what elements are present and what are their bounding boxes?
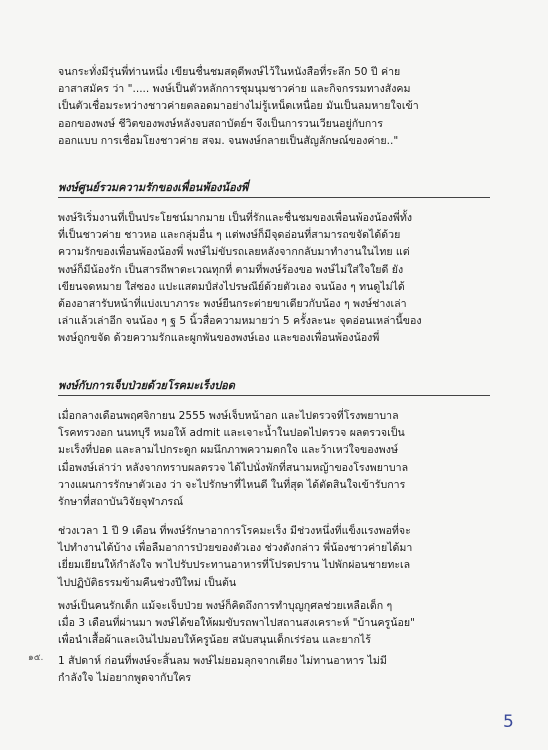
text-line: โรคทรวงอก นนทบุรี หมอให้ admit และเจาะน้ำในปอดไปตรวจ ผลตรวจเป็น (58, 427, 405, 440)
text-line: เพื่อนำเสื้อผ้าและเงินไปมอบให้ครูน้อย สนับสนุนเด็กเร่ร่อน และยากไร้ (58, 634, 371, 647)
paragraph-tribute-quote (58, 64, 490, 150)
text-line: ออกแบบ การเชื่อมโยงชาวค่าย สจม. จนพงษ์กลายเป็นสัญลักษณ์ของค่าย.." (58, 134, 399, 147)
text-line: ไปทำงานได้บ้าง เพื่อลืมอาการป่วยของตัวเอง ช่วงดังกล่าว พี่น้องชาวค่ายได้มา (58, 542, 413, 555)
page-number: 5 (503, 712, 514, 732)
heading-underline (58, 395, 490, 396)
text-line: ช่วงเวลา 1 ปี 9 เดือน ที่พงษ์รักษาอาการโรคมะเร็ง มีช่วงหนึ่งที่แข็งแรงพอที่จะ (58, 525, 411, 537)
text-line: เล่าแล้วเล่าอีก จนน้อง ๆ ฐ 5 นิ้วสื่อความหมายว่า 5 ครั้งละนะ จุดอ่อนเหล่านี้ของ (58, 315, 422, 328)
text-line: ออกของพงษ์ ชีวิตของพงษ์หลังจบสถาบัตย์ฯ จึงเป็นการวนเวียนอยู่กับการ (58, 117, 383, 130)
paragraph-final-week (58, 653, 490, 687)
text-line: จนกระทั่งมีรุ่นพี่ท่านหนึ่ง เขียนชื่นชมสดุดีพงษ์ไว้ในหนังสือที่ระลึก 50 ปี ค่าย (58, 66, 401, 78)
text-line: พงษ์เป็นคนรักเด็ก แม้จะเจ็บป่วย พงษ์ก็คิดถึงการทำบุญกุศลช่วยเหลือเด็ก ๆ (58, 600, 393, 612)
text-line: เป็นตัวเชื่อมระหว่างชาวค่ายตลอดมาอย่างไม่รู้เหน็ดเหนื่อย มันเป็นลมหายใจเข้า (58, 100, 419, 113)
text-line: ต้องอาสารับหน้าที่แบ่งเบาภาระ พงษ์ยืนกระต่ายขาเดียวกับน้อง ๆ พงษ์ช่างเล่า (58, 298, 407, 311)
text-line: ความรักของเพื่อนพ้องน้องพี่ พงษ์ไม่ขับรถเลยหลังจากกลับมาทำงานในไทย แต่ (58, 246, 410, 259)
text-line: อาสาสมัคร ว่า "..... พงษ์เป็นตัวหลักการชุมนุมชาวค่าย และกิจกรรมทางสังคม (58, 83, 411, 96)
text-line: พงษ์ริเริ่มงานที่เป็นประโยชน์มากมาย เป็นที่รักและชื่นชมของเพื่อนพ้องน้องพี่ทั้ง (58, 212, 413, 224)
text-line: กำลังใจ ไม่อยากพูดจากับใคร (58, 672, 192, 685)
paragraph-friends (58, 210, 490, 348)
text-line: ไปปฏิบัติธรรมข้ามคืนช่วงปีใหม่ เป็นต้น (58, 576, 237, 589)
text-line: พงษ์ก็มีน้องรัก เป็นสารถีพาตะเวณทุกที่ ตามที่พงษ์ร้องขอ พงษ์ไม่ใส่ใจใยดี ยัง (58, 263, 404, 276)
text-line: ที่เป็นชาวค่าย ชาวหอ และกลุ่มอื่น ๆ แต่พงษ์ก็มีจุดอ่อนที่สามารถขจัดได้ด้วย (58, 229, 401, 242)
section-heading-illness: พงษ์กับการเจ็บป่วยด้วยโรคมะเร็งปอด (58, 379, 235, 392)
text-line: เมื่อกลางเดือนพฤศจิกายน 2555 พงษ์เจ็บหน้าอก และไปตรวจที่โรงพยาบาล (58, 410, 399, 422)
paragraph-treatment-period (58, 523, 490, 592)
text-line: มะเร็งที่ปอด และลามไปกระดูก ผมนึกภาพความตกใจ และว้าเหว่ใจของพงษ์ (58, 444, 398, 457)
text-line: เขียนจดหมาย ใส่ซอง แปะแสตมป์ส่งไปรษณีย์ด้วยตัวเอง จนน้อง ๆ ทนดูไม่ได้ (58, 280, 405, 293)
text-line: เยี่ยมเยียนให้กำลังใจ พาไปรับประทานอาหารที่โปรดปราน ไปพักผ่อนชายทะเล (58, 559, 411, 572)
section-heading-friends: พงษ์ศูนย์รวมความรักของเพื่อนพ้องน้องพี่ (58, 181, 249, 194)
text-line: เมื่อ 3 เดือนที่ผ่านมา พงษ์ได้ขอให้ผมขับรถพาไปสถานสงเคราะห์ "บ้านครูน้อย" (58, 617, 415, 630)
paragraph-illness (58, 408, 490, 511)
heading-underline (58, 197, 490, 198)
paragraph-children (58, 598, 490, 650)
text-line: วางแผนการรักษาตัวเอง ว่า จะไปรักษาที่ไหนดี ในที่สุด ได้ตัดสินใจเข้ารับการ (58, 478, 406, 491)
text-line: รักษาที่สถาบันวิจัยจุฬาภรณ์ (58, 496, 184, 509)
text-line: พงษ์ถูกขจัด ด้วยความรักและผูกพันของพงษ์เอง และของเพื่อนพ้องน้องพี่ (58, 332, 380, 345)
text-line: 1 สัปดาห์ ก่อนที่พงษ์จะสิ้นลม พงษ์ไม่ยอมลุกจากเตียง ไม่ทานอาหาร ไม่มี (58, 655, 387, 667)
text-line: เมื่อพงษ์เล่าว่า หลังจากทราบผลตรวจ ได้ไปนั่งพักที่สนามหญ้าของโรงพยาบาล (58, 461, 409, 474)
margin-note: ๑๕. (28, 653, 44, 663)
